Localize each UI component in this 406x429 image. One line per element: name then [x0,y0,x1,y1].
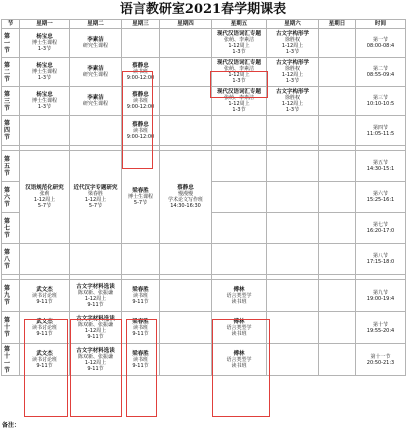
course-detail: 博士生课程 [127,194,153,200]
page-title: 语言教研室2021春学期课表 [119,2,287,17]
course-detail: 9:00-12:00 [126,75,155,81]
course-detail: 9-11节 [132,298,149,305]
course-detail: 1-12周上 [228,101,250,107]
period-time: 第六节 15:25-16:1 [356,182,406,213]
course-cell [122,116,160,146]
course-title: 蔡静忠 [132,92,149,98]
table-row [2,29,406,58]
period-time: 第九节 19:00-19:4 [356,280,406,312]
course-detail: 徐胜权 [284,66,300,72]
course-cell [212,58,267,87]
header-row [2,20,406,29]
course-detail: 读书班 [231,330,247,337]
course-cell [20,87,70,116]
course-cell [122,280,160,312]
period-label: 第 九 节 [2,280,20,312]
course-detail: 1-3节 [37,104,52,110]
period-label: 第 三 节 [2,87,20,116]
course-detail: 学术论文写作班 [167,197,203,203]
empty-cell [20,116,70,146]
course-cell [20,151,70,244]
course-title: 傅林 [233,286,245,293]
period-label: 第 十 节 [2,312,20,344]
empty-cell [319,182,356,213]
course-detail: 1-3节 [232,107,246,113]
course-title: 武文杰 [36,318,53,325]
course-detail: 1-3节 [232,49,246,55]
course-title: 现代汉语词汇专题 [216,60,261,66]
header-cell: 星期二 [70,20,122,29]
period-label: 第 七 节 [2,213,20,244]
course-detail: 读书讨论班 [31,324,57,331]
course-detail: 1-12周上 [281,72,304,78]
course-title: 武文杰 [36,350,53,357]
header-cell: 星期三 [122,20,160,29]
empty-cell [319,58,356,87]
period-label: 第 八 节 [2,244,20,275]
course-title: 杨宝忠 [36,34,53,40]
course-detail: 9:00-12:00 [126,104,155,110]
course-detail: 读书讨论班 [31,292,57,299]
empty-cell [319,151,356,182]
period-label: 第 四 节 [2,116,20,146]
course-detail: 语言类型学 [226,292,252,299]
empty-cell [267,116,319,146]
schedule-table [1,19,406,376]
period-time: 第七节 16:20-17:0 [356,213,406,244]
course-detail: 5-7节 [133,200,148,206]
course-title: 武文杰 [36,286,53,293]
course-title: 蔡静忠 [132,63,149,69]
course-cell [20,344,70,376]
period-time: 第一节 08:00-08:4 [356,29,406,58]
empty-cell [160,244,212,275]
course-detail: 研究生课程 [82,72,108,78]
empty-cell [70,244,122,275]
course-title: 现代汉语词汇专题 [216,89,261,95]
empty-cell [267,151,319,182]
course-cell [267,58,319,87]
course-cell [20,29,70,58]
course-cell [160,151,212,244]
empty-cell [212,116,267,146]
period-label: 第 十 一 节 [2,344,20,376]
empty-cell [212,244,267,275]
course-detail: 读书班 [132,127,148,134]
course-detail: 1-12周上 [84,359,107,366]
course-detail: 读书讨论班 [31,356,57,363]
course-detail: 1-12周上 [84,197,107,203]
table-row [2,244,406,275]
empty-cell [267,244,319,275]
empty-cell [160,344,212,376]
course-cell [122,151,160,244]
header-cell: 星期六 [267,20,319,29]
empty-cell [267,344,319,376]
period-time: 第十一节 20:50-21:3 [356,344,406,376]
course-cell [70,344,122,376]
course-title: 近代汉字专题研究 [73,185,118,191]
course-detail: 陈双新、张振谦 [77,289,113,296]
course-detail: 1-3节 [37,46,52,52]
course-title: 李素洁 [87,95,104,101]
course-title: 杨宝忠 [36,63,53,69]
course-detail: 语言类型学 [226,356,252,363]
period-label: 第 二 节 [2,58,20,87]
course-detail: 读书班 [132,98,148,104]
course-detail: 9-11节 [132,330,149,337]
period-label: 第 六 节 [2,182,20,213]
course-detail: 徐胜权 [284,95,300,101]
empty-cell [160,280,212,312]
course-detail: 5-7节 [88,203,103,209]
course-detail: 张莉 [39,191,50,197]
empty-cell [20,244,70,275]
table-row [2,58,406,87]
course-title: 李素洁 [87,66,104,72]
course-detail: 梁春胜 [87,191,103,197]
empty-cell [319,312,356,344]
course-detail: 9-11节 [36,330,53,337]
course-detail: 1-12周上 [84,295,107,302]
course-title: 梁春胜 [132,318,149,325]
course-detail: 14:30-16:30 [170,203,201,209]
empty-cell [160,58,212,87]
course-title: 古文字构形学 [275,60,309,66]
empty-cell [122,29,160,58]
empty-cell [319,244,356,275]
course-detail: 徐胜权 [284,37,300,43]
empty-cell [212,213,267,244]
period-time: 第十节 19:55-20:4 [356,312,406,344]
course-title: 蔡静忠 [177,185,194,191]
period-time: 第四节 11:05-11:5 [356,116,406,146]
empty-cell [319,87,356,116]
course-title: 汉语规范化研究 [25,185,64,191]
course-cell [122,87,160,116]
course-cell [212,29,267,58]
course-cell [70,29,122,58]
course-detail: 读书班 [231,298,247,305]
course-detail: 9-11节 [132,362,149,369]
empty-cell [160,312,212,344]
table-row [2,344,406,376]
course-cell [20,280,70,312]
course-detail: 语言类型学 [226,324,252,331]
empty-cell [319,344,356,376]
empty-cell [70,116,122,146]
course-detail: 1-12周上 [281,101,304,107]
course-detail: 5-7节 [37,203,52,209]
course-detail: 博士生课程 [31,98,57,104]
course-title: 古文字材料选读 [76,283,115,290]
header-cell: 星期日 [319,20,356,29]
period-label: 第 一 节 [2,29,20,58]
table-row [2,312,406,344]
course-cell [70,58,122,87]
header-cell: 星期四 [160,20,212,29]
course-detail: 1-12周上 [33,197,56,203]
course-detail: 1-3节 [37,75,52,81]
course-detail: 读书班 [132,324,148,331]
header-cell: 星期五 [212,20,267,29]
empty-cell [319,280,356,312]
course-detail: 1-12周上 [281,43,304,49]
course-title: 杨宝忠 [36,92,53,98]
course-cell [267,87,319,116]
empty-cell [319,213,356,244]
course-detail: 张萌、李素洁 [223,95,254,101]
course-detail: 9-11节 [36,298,53,305]
course-detail: 1-12周上 [228,72,250,78]
empty-cell [160,116,212,146]
course-cell [70,151,122,244]
course-detail: 读书班 [132,356,148,363]
empty-cell [160,87,212,116]
course-cell [122,312,160,344]
course-detail: 慢漫慢 [177,191,193,197]
course-title: 傅林 [233,350,245,357]
course-detail: 9:00-12:00 [126,133,155,140]
note-label: 备注： [2,422,21,429]
course-detail: 9-11节 [36,362,53,369]
course-title: 梁春胜 [132,350,149,357]
course-detail: 9-11节 [87,333,104,340]
course-detail: 1-3节 [285,49,300,55]
course-detail: 陈双新、张振谦 [77,353,113,360]
course-cell [20,58,70,87]
course-cell [212,312,267,344]
course-cell [20,312,70,344]
empty-cell [122,244,160,275]
empty-cell [319,29,356,58]
course-detail: 1-3节 [232,78,246,84]
course-detail: 博士生课程 [31,69,57,75]
course-cell [70,280,122,312]
course-title: 古文字构形学 [275,89,309,95]
course-detail: 读书班 [231,362,247,369]
course-title: 现代汉语词汇专题 [216,31,261,37]
empty-cell [267,182,319,213]
course-cell [122,344,160,376]
empty-cell [212,151,267,182]
period-time: 第三节 10:10-10:5 [356,87,406,116]
period-time: 第二节 08:55-09:4 [356,58,406,87]
course-cell [70,312,122,344]
course-cell [122,58,160,87]
empty-cell [160,29,212,58]
table-row [2,87,406,116]
course-detail: 读书班 [132,69,148,75]
course-detail: 读书班 [132,292,148,299]
period-label: 第 五 节 [2,151,20,182]
course-detail: 1-12周上 [84,327,107,334]
course-cell [212,280,267,312]
course-title: 李素洁 [87,37,104,43]
course-detail: 博士生课程 [31,40,57,46]
table-row [2,280,406,312]
course-detail: 1-3节 [285,107,300,113]
header-cell: 节 [2,20,20,29]
course-detail: 9-11节 [87,365,104,372]
course-title: 古文字材料选读 [76,315,115,322]
course-title: 傅林 [233,318,245,325]
course-detail: 张萌、李素洁 [223,66,254,72]
period-time: 第八节 17:15-18:0 [356,244,406,275]
course-cell [70,87,122,116]
course-detail: 1-3节 [285,78,300,84]
period-time: 第五节 14:30-15:1 [356,151,406,182]
header-cell: 星期一 [20,20,70,29]
empty-cell [267,312,319,344]
course-detail: 张萌、李素洁 [223,37,254,43]
empty-cell [319,116,356,146]
course-title: 梁春胜 [132,286,149,293]
course-detail: 研究生课程 [82,101,108,107]
course-cell [212,87,267,116]
course-title: 蔡静忠 [132,121,149,128]
empty-cell [212,182,267,213]
header-cell: 时间 [356,20,406,29]
table-row [2,151,406,182]
course-title: 梁春胜 [132,188,149,194]
course-cell [212,344,267,376]
empty-cell [267,213,319,244]
course-cell [267,29,319,58]
course-detail: 9-11节 [87,301,104,308]
course-title: 古文字材料选读 [76,347,115,354]
course-title: 古文字构形学 [275,31,309,37]
course-detail: 研究生课程 [82,43,108,49]
course-detail: 陈双新、张振谦 [77,321,113,328]
empty-cell [267,280,319,312]
table-row [2,116,406,146]
course-detail: 1-12周上 [228,43,250,49]
